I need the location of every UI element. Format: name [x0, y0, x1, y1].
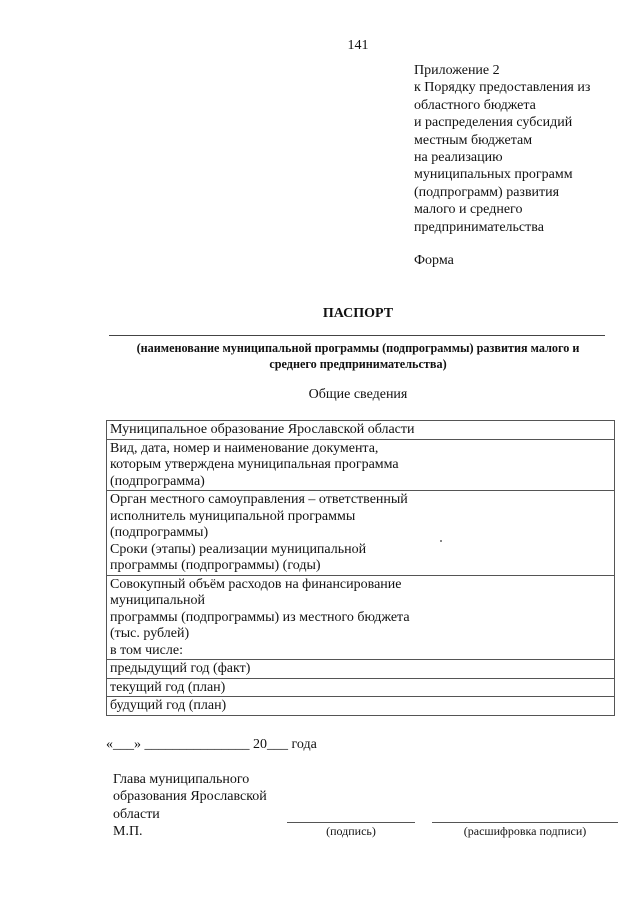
caption-line: (наименование муниципальной программы (подпрограммы) развития малого и — [136, 341, 580, 355]
appendix-line: и распределения субсидий — [414, 115, 573, 131]
date-line: «___» _______________ 20___ года — [106, 737, 317, 752]
table-row — [107, 678, 615, 697]
row-label-line: муниципальной — [110, 593, 206, 608]
form-label: Форма — [414, 253, 454, 268]
appendix-block — [414, 62, 634, 236]
row-label-line: текущий год (план) — [110, 679, 226, 695]
signature-caption: (подпись) — [326, 824, 376, 838]
row-label-line: Муниципальное образование Ярославской области — [110, 422, 415, 437]
table-row — [107, 575, 615, 660]
row-label-line: программы (подпрограммы) из местного бюджета — [110, 609, 410, 625]
row-value-cell[interactable] — [443, 697, 615, 716]
row-label — [107, 660, 444, 679]
scan-speck — [440, 540, 442, 542]
table-row — [107, 491, 615, 576]
row-label — [107, 421, 444, 440]
signatory-block — [113, 771, 267, 841]
row-label-line: в том числе: — [110, 642, 183, 658]
general-info-table — [106, 420, 615, 716]
row-label-line: Орган местного самоуправления – ответственный — [110, 492, 408, 507]
row-label — [107, 678, 444, 697]
program-name-line — [109, 335, 605, 336]
row-value-cell[interactable] — [443, 678, 615, 697]
table-row — [107, 421, 615, 440]
row-label-line: которым утверждена муниципальная программа — [110, 457, 399, 472]
row-label-line: исполнитель муниципальной программы — [110, 508, 356, 524]
appendix-line: местным бюджетам — [414, 132, 533, 148]
row-label — [107, 491, 444, 576]
general-info-heading: Общие сведения — [308, 387, 408, 402]
appendix-line: малого и среднего — [414, 202, 523, 218]
row-label — [107, 439, 444, 491]
decoding-caption: (расшифровка подписи) — [463, 824, 587, 838]
signatory-line: Глава муниципального — [113, 772, 250, 787]
signatory-line: образования Ярославской — [113, 789, 267, 805]
row-label-line: Сроки (этапы) реализации муниципальной — [110, 541, 367, 557]
row-value-cell[interactable] — [443, 421, 615, 440]
table-row — [107, 439, 615, 491]
row-label-line: (подпрограмма) — [110, 473, 205, 489]
table-row — [107, 660, 615, 679]
row-label — [107, 697, 444, 716]
row-label-line: предыдущий год (факт) — [110, 661, 251, 676]
appendix-line: муниципальных программ — [414, 167, 573, 183]
row-label-line: (тыс. рублей) — [110, 626, 190, 641]
row-label-line: Совокупный объём расходов на финансирование — [110, 576, 402, 592]
appendix-line: к Порядку предоставления из — [414, 80, 591, 96]
appendix-line: предпринимательства — [414, 219, 544, 235]
signatory-line: области — [113, 806, 160, 822]
decoding-line[interactable] — [432, 822, 618, 823]
program-name-caption — [106, 340, 610, 372]
appendix-line: (подпрограмм) развития — [414, 184, 560, 200]
row-label-line: будущий год (план) — [110, 698, 227, 713]
row-value-cell[interactable] — [443, 660, 615, 679]
page-number: 141 — [347, 38, 369, 53]
signature-line[interactable] — [287, 822, 415, 823]
row-value-cell[interactable] — [443, 439, 615, 491]
row-label-line: Вид, дата, номер и наименование документа, — [110, 440, 379, 456]
row-value-cell[interactable] — [443, 491, 615, 576]
appendix-line: областного бюджета — [414, 97, 536, 113]
passport-title: ПАСПОРТ — [322, 306, 394, 321]
row-label — [107, 575, 444, 660]
row-label-line: программы (подпрограммы) (годы) — [110, 558, 321, 573]
row-value-cell[interactable] — [443, 575, 615, 660]
appendix-line: на реализацию — [414, 150, 503, 166]
table-row — [107, 697, 615, 716]
row-label-line: (подпрограммы) — [110, 525, 209, 540]
appendix-line: Приложение 2 — [414, 63, 500, 78]
seal-label: М.П. — [113, 824, 143, 840]
caption-line: среднего предпринимательства) — [269, 357, 447, 371]
